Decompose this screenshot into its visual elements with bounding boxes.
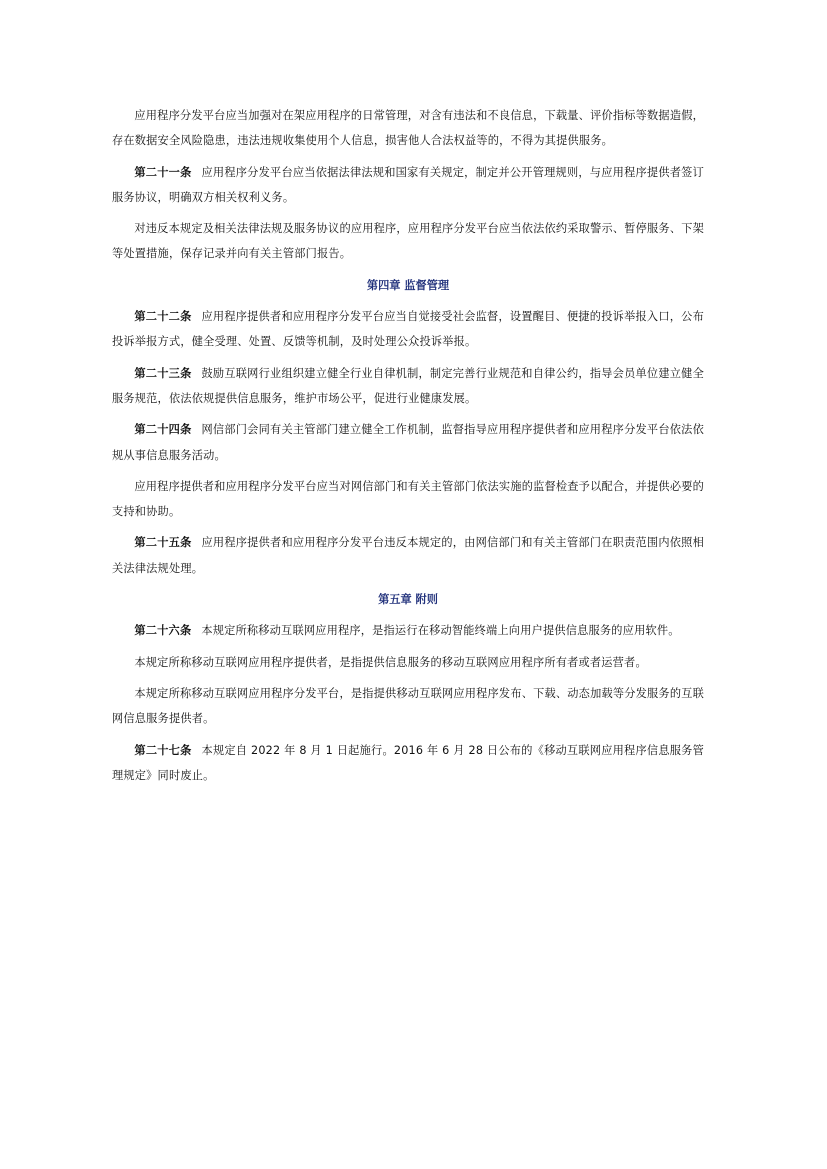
article-number: 第二十一条	[134, 165, 192, 179]
article-paragraph	[112, 361, 704, 412]
paragraph-text: 应用程序提供者和应用程序分发平台违反本规定的，由网信部门和有关主管部门在职责范围内依照相关法律法规处理。	[112, 536, 704, 575]
paragraph-text: 应用程序分发平台应当加强对在架应用程序的日常管理，对含有违法和不良信息，下载量、评价指标等数据造假，存在数据安全风险隐患，违法违规收集使用个人信息，损害他人合法权益等的，不得为其提供服务。	[112, 109, 704, 148]
paragraph-text: 本规定所称移动互联网应用程序分发平台，是指提供移动互联网应用程序发布、下载、动态加载等分发服务的互联网信息服务提供者。	[112, 686, 704, 726]
article-number: 第二十五条	[134, 536, 192, 550]
paragraph-text: 应用程序提供者和应用程序分发平台应当自觉接受社会监督，设置醒目、便捷的投诉举报入口，公布投诉举报方式，健全受理、处置、反馈等机制，及时处理公众投诉举报。	[112, 310, 704, 349]
paragraph-text: 网信部门会同有关主管部门建立健全工作机制，监督指导应用程序提供者和应用程序分发平台依法依规从事信息服务活动。	[112, 423, 704, 462]
paragraph	[112, 474, 704, 525]
chapter-heading: 第五章 附则	[378, 593, 438, 607]
article-paragraph	[112, 618, 704, 643]
article-number: 第二十三条	[134, 366, 192, 380]
article-number: 第二十七条	[134, 743, 192, 757]
paragraph-text: 本规定所称移动互联网应用程序，是指运行在移动智能终端上向用户提供信息服务的应用软件。	[201, 624, 680, 638]
article-number: 第二十二条	[134, 310, 192, 324]
article-paragraph	[112, 304, 704, 355]
paragraph	[112, 103, 704, 154]
paragraph	[112, 216, 704, 267]
paragraph-text: 应用程序分发平台应当依据法律法规和国家有关规定，制定并公开管理规则，与应用程序提供者签订服务协议，明确双方相关权利义务。	[112, 165, 704, 204]
paragraph	[112, 681, 704, 732]
paragraph-text: 对违反本规定及相关法律法规及服务协议的应用程序，应用程序分发平台应当依法依约采取警示、暂停服务、下架等处置措施，保存记录并向有关主管部门报告。	[112, 222, 704, 261]
paragraph-text: 鼓励互联网行业组织建立健全行业自律机制，制定完善行业规范和自律公约，指导会员单位建立健全服务规范，依法依规提供信息服务，维护市场公平，促进行业健康发展。	[112, 366, 704, 405]
paragraph-text: 本规定自 2022 年 8 月 1 日起施行。2016 年 6 月 28 日公布的《移动互联网应用程序信息服务管理规定》同时废止。	[112, 743, 704, 782]
document-page	[112, 103, 704, 794]
paragraph-text: 本规定所称移动互联网应用程序提供者，是指提供信息服务的移动互联网应用程序所有者或者运营者。	[134, 655, 647, 669]
article-paragraph	[112, 160, 704, 211]
article-number: 第二十四条	[134, 423, 192, 437]
article-paragraph	[112, 530, 704, 581]
article-paragraph	[112, 738, 704, 789]
paragraph	[112, 650, 704, 675]
paragraph-text: 应用程序提供者和应用程序分发平台应当对网信部门和有关主管部门依法实施的监督检查予以配合，并提供必要的支持和协助。	[112, 479, 704, 519]
chapter-heading: 第四章 监督管理	[366, 278, 450, 292]
article-paragraph	[112, 417, 704, 468]
article-number: 第二十六条	[134, 624, 192, 638]
